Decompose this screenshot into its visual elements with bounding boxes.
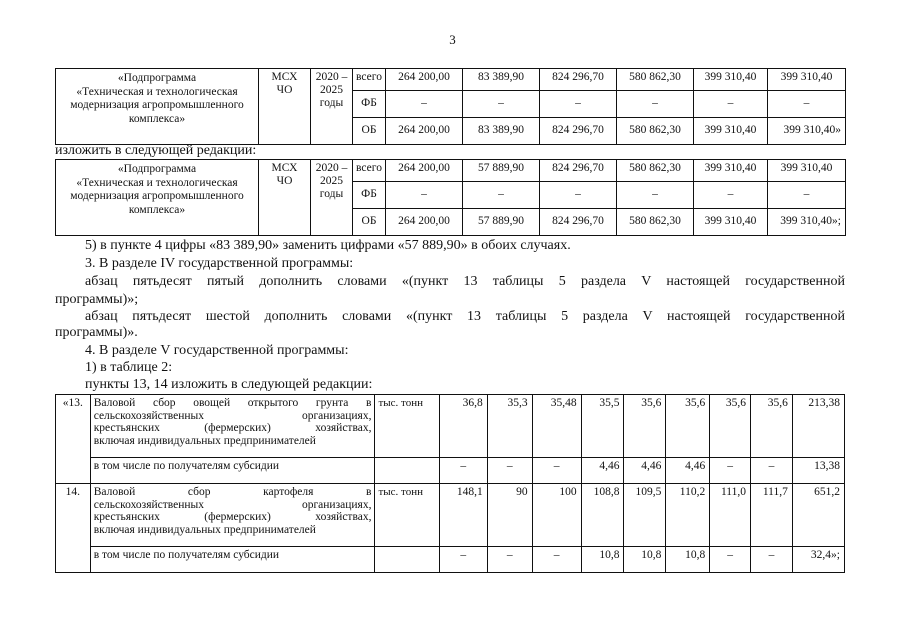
value-cell: – — [386, 91, 463, 118]
value-cell: 35,48 — [532, 395, 581, 458]
source-label: ФБ — [353, 91, 386, 118]
value-cell: – — [768, 182, 846, 209]
value-cell: 83 389,90 — [463, 118, 540, 145]
description-line: сельскохозяйственных организациях, — [93, 498, 372, 511]
program-name-line: «Техническая и технологическая — [76, 176, 238, 189]
value-cell: 32,4»; — [792, 547, 844, 573]
value-cell: 35,6 — [666, 395, 710, 458]
unit-cell: тыс. тонн — [375, 395, 439, 458]
value-cell: 57 889,90 — [463, 160, 540, 182]
paragraph-table-2: 1) в таблице 2: — [85, 360, 173, 375]
value-cell: 824 296,70 — [540, 209, 617, 236]
value-cell: 399 310,40 — [694, 118, 768, 145]
value-cell: 36,8 — [439, 395, 487, 458]
value-cell: 580 862,30 — [617, 209, 694, 236]
executor-line: ЧО — [276, 84, 293, 96]
value-cell: 399 310,40» — [768, 118, 846, 145]
source-label: всего — [353, 69, 386, 91]
source-label: ОБ — [353, 118, 386, 145]
value-cell: – — [386, 182, 463, 209]
value-cell: 580 862,30 — [617, 160, 694, 182]
unit-cell: тыс. тонн — [375, 484, 439, 547]
paragraph-abzac-56-line2: программы)». — [55, 325, 138, 340]
paragraph-items: пункты 13, 14 изложить в следующей редакции: — [85, 377, 373, 392]
value-cell: 824 296,70 — [540, 118, 617, 145]
paragraph-section-3: 3. В разделе IV государственной программы: — [85, 256, 354, 271]
value-cell: – — [694, 182, 768, 209]
paragraph-abzac-56-line1: абзац пятьдесят шестой дополнить словами «(пункт 13 таблицы 5 раздела V настоящей государственной — [85, 309, 845, 324]
value-cell: 148,1 — [439, 484, 487, 547]
description-line: включая индивидуальных предпринимателей — [93, 523, 316, 536]
value-cell: 35,6 — [751, 395, 793, 458]
period-line: годы — [319, 97, 344, 109]
value-cell: – — [532, 458, 581, 484]
value-cell: 399 310,40»; — [768, 209, 846, 236]
period-line: годы — [319, 188, 344, 200]
value-cell: 399 310,40 — [694, 69, 768, 91]
value-cell: 264 200,00 — [386, 69, 463, 91]
source-label: ФБ — [353, 182, 386, 209]
value-cell: – — [751, 458, 793, 484]
value-cell: 35,6 — [710, 395, 751, 458]
value-cell: 264 200,00 — [386, 209, 463, 236]
financing-table-old — [55, 68, 846, 145]
program-name-line: «Техническая и технологическая — [76, 85, 238, 98]
row-number: «13. — [56, 395, 91, 484]
executor-cell — [259, 160, 311, 236]
row-number: 14. — [56, 484, 91, 573]
value-cell: 83 389,90 — [463, 69, 540, 91]
executor-line: ЧО — [276, 175, 293, 187]
source-label: всего — [353, 160, 386, 182]
period-line: 2025 — [320, 84, 343, 96]
period-cell — [311, 160, 353, 236]
value-cell: 399 310,40 — [768, 69, 846, 91]
period-cell — [311, 69, 353, 145]
program-name-line: комплекса» — [128, 203, 186, 216]
value-cell: 264 200,00 — [386, 160, 463, 182]
executor-line: МСХ — [271, 71, 298, 83]
unit-cell — [375, 547, 439, 573]
description-line: Валовой сбор картофеля в — [93, 486, 372, 498]
program-name-cell — [56, 160, 259, 236]
value-cell: – — [439, 547, 487, 573]
table-row — [56, 547, 845, 573]
financing-table-new — [55, 159, 846, 236]
value-cell: – — [617, 182, 694, 209]
value-cell: 90 — [487, 484, 532, 547]
description-line: Валовой сбор овощей открытого грунта в — [93, 397, 372, 409]
value-cell: – — [463, 91, 540, 118]
value-cell: – — [751, 547, 793, 573]
value-cell: – — [439, 458, 487, 484]
description-line: крестьянских (фермерских) хозяйствах, — [93, 511, 372, 523]
value-cell: 4,46 — [624, 458, 666, 484]
period-line: 2025 — [320, 175, 343, 187]
value-cell: 580 862,30 — [617, 69, 694, 91]
value-cell: 651,2 — [792, 484, 844, 547]
paragraph-section-4: 4. В разделе V государственной программы: — [85, 343, 349, 358]
table-row — [56, 395, 845, 458]
program-name-cell — [56, 69, 259, 145]
value-cell: 264 200,00 — [386, 118, 463, 145]
program-name-line: модернизация агропромышленного — [70, 99, 244, 111]
value-cell: 57 889,90 — [463, 209, 540, 236]
value-cell: 10,8 — [624, 547, 666, 573]
program-name-line: комплекса» — [128, 112, 186, 125]
value-cell: – — [710, 458, 751, 484]
indicator-description — [90, 484, 375, 547]
unit-cell — [375, 458, 439, 484]
value-cell: 111,0 — [710, 484, 751, 547]
period-line: 2020 – — [315, 162, 348, 174]
value-cell: 108,8 — [581, 484, 624, 547]
value-cell: – — [710, 547, 751, 573]
value-cell: 100 — [532, 484, 581, 547]
description-line: включая индивидуальных предпринимателей — [93, 434, 316, 447]
value-cell: 399 310,40 — [694, 160, 768, 182]
subsidy-label: в том числе по получателям субсидии — [90, 458, 375, 484]
value-cell: 10,8 — [666, 547, 710, 573]
description-line: крестьянских (фермерских) хозяйствах, — [93, 422, 372, 434]
value-cell: 4,46 — [666, 458, 710, 484]
value-cell: 213,38 — [792, 395, 844, 458]
value-cell: – — [532, 547, 581, 573]
value-cell: 13,38 — [792, 458, 844, 484]
value-cell: – — [768, 91, 846, 118]
table-row — [56, 458, 845, 484]
value-cell: – — [540, 182, 617, 209]
program-name-line: «Подпрограмма — [117, 163, 197, 175]
program-name-line: модернизация агропромышленного — [70, 190, 244, 202]
value-cell: 399 310,40 — [768, 160, 846, 182]
value-cell: 35,3 — [487, 395, 532, 458]
value-cell: 35,5 — [581, 395, 624, 458]
description-line: сельскохозяйственных организациях, — [93, 409, 372, 422]
value-cell: 824 296,70 — [540, 160, 617, 182]
value-cell: 399 310,40 — [694, 209, 768, 236]
value-cell: 824 296,70 — [540, 69, 617, 91]
value-cell: 35,6 — [624, 395, 666, 458]
source-label: ОБ — [353, 209, 386, 236]
indicator-description — [90, 395, 375, 458]
paragraph-5: 5) в пункте 4 цифры «83 389,90» заменить цифрами «57 889,90» в обоих случаях. — [85, 238, 571, 253]
value-cell: 109,5 — [624, 484, 666, 547]
value-cell: – — [694, 91, 768, 118]
indicators-table — [55, 394, 845, 573]
value-cell: 4,46 — [581, 458, 624, 484]
value-cell: – — [463, 182, 540, 209]
subsidy-label: в том числе по получателям субсидии — [90, 547, 375, 573]
value-cell: – — [487, 458, 532, 484]
executor-cell — [259, 69, 311, 145]
program-name-line: «Подпрограмма — [117, 72, 197, 84]
table-row — [56, 484, 845, 547]
value-cell: – — [540, 91, 617, 118]
page-number: 3 — [449, 32, 456, 47]
value-cell: 580 862,30 — [617, 118, 694, 145]
value-cell: 10,8 — [581, 547, 624, 573]
executor-line: МСХ — [271, 162, 298, 174]
paragraph-abzac-55-line1: абзац пятьдесят пятый дополнить словами «(пункт 13 таблицы 5 раздела V настоящей государственной — [85, 274, 845, 289]
value-cell: 111,7 — [751, 484, 793, 547]
paragraph-abzac-55-line2: программы)»; — [55, 292, 139, 307]
value-cell: 110,2 — [666, 484, 710, 547]
value-cell: – — [617, 91, 694, 118]
period-line: 2020 – — [315, 71, 348, 83]
value-cell: – — [487, 547, 532, 573]
redaction-text: изложить в следующей редакции: — [55, 143, 257, 158]
